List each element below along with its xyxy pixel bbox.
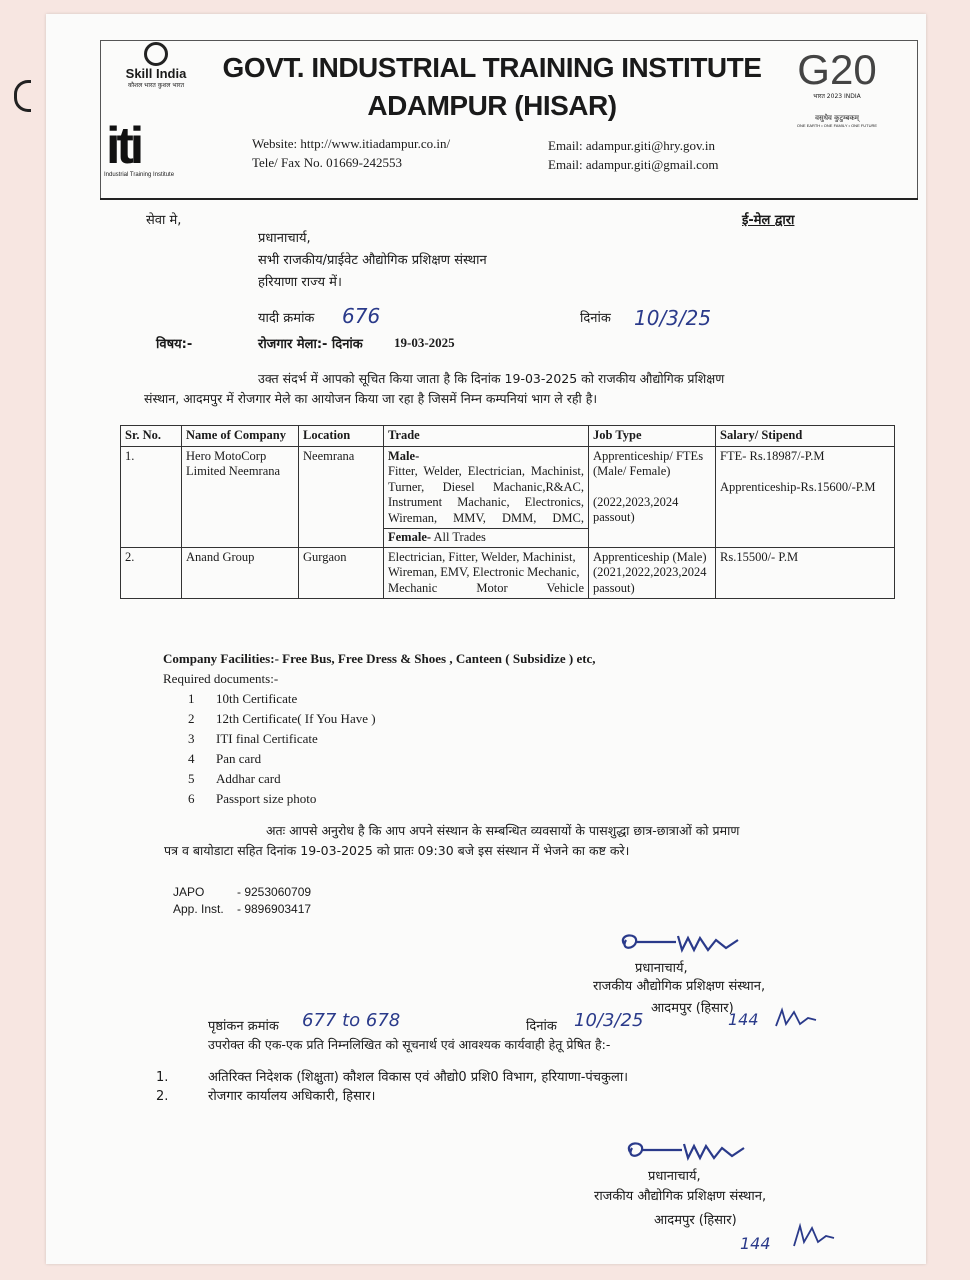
signature-1-line3: आदमपुर (हिसार) — [651, 1001, 734, 1016]
copy-text: अतिरिक्त निदेशक (शिक्षुता) कौशल विकास एवं औद्यो0 प्रशि0 विभाग, हरियाणा-पंचकुला। — [208, 1070, 629, 1085]
list-item — [156, 1068, 628, 1087]
signature-2-line2: राजकीय औद्योगिक प्रशिक्षण संस्थान, — [594, 1189, 767, 1204]
contact-label: App. Inst. — [173, 902, 224, 916]
row-trade: Electrician, Fitter, Welder, Machinist, Wireman, EMV, Electronic Mechanic, Mechanic Motor Vehicle — [384, 547, 589, 599]
companies-table — [120, 425, 895, 599]
doc-text: Pan card — [216, 751, 262, 766]
addressee-line2: सभी राजकीय/प्राईवेट औद्योगिक प्रशिक्षण संस्थान — [258, 253, 487, 268]
g20-motto-hindi: वसुधैव कुटुम्बकम् — [815, 114, 859, 122]
subject-date: 19-03-2025 — [394, 335, 455, 350]
subject-text: रोजगार मेला:- दिनांक — [258, 337, 363, 352]
job-type-years: (2022,2023,2024 passout) — [593, 494, 679, 524]
contact-app-inst — [173, 901, 311, 918]
intro-line1: उक्त संदर्भ में आपको सूचित किया जाता है कि दिनांक 19-03-2025 को राजकीय औद्योगिक प्रशिक्षण — [258, 371, 725, 386]
list-item — [188, 691, 376, 711]
copy-list — [156, 1068, 628, 1106]
skill-india-text: Skill India — [125, 66, 187, 81]
website-text: Website: http://www.itiadampur.co.in/ — [252, 136, 451, 151]
doc-number: 5 — [188, 771, 195, 786]
signature-1-initials: 144 — [728, 1010, 759, 1029]
list-item — [156, 1087, 628, 1106]
addressee-line1: प्रधानाचार्य, — [258, 231, 311, 246]
table-row — [121, 547, 895, 599]
subject-label: विषय:- — [156, 337, 193, 352]
contacts — [173, 884, 311, 918]
signature-1-line1: प्रधानाचार्य, — [635, 961, 688, 976]
signature-2-line3: आदमपुर (हिसार) — [654, 1213, 737, 1228]
g20-motto: ONE EARTH • ONE FAMILY • ONE FUTURE — [796, 123, 878, 128]
header-company: Name of Company — [182, 426, 299, 447]
row-salary — [716, 446, 895, 547]
row-job-type — [589, 446, 716, 547]
table-header-row — [121, 426, 895, 447]
salary-apprentice: Apprenticeship-Rs.15600/-P.M — [720, 480, 876, 494]
header-divider — [100, 198, 918, 200]
seva-me: सेवा मे, — [146, 213, 182, 228]
copy-number: 1. — [156, 1070, 169, 1085]
list-item — [188, 771, 376, 791]
ref-label: यादी क्रमांक — [258, 311, 315, 326]
salary-fte: FTE- Rs.18987/-P.M — [720, 448, 825, 463]
job-type-text: Apprenticeship/ FTEs (Male/ Female) — [593, 448, 704, 478]
request-line1: अतः आपसे अनुरोध है कि आप अपने संस्थान के सम्बन्धित व्यवसायों के पासशुद्धा छात्र-छात्राओं को प्रमाण — [266, 823, 740, 838]
signature-1 — [616, 928, 746, 956]
doc-text: 10th Certificate — [216, 691, 298, 706]
doc-number: 4 — [188, 751, 195, 766]
copy-number: 2. — [156, 1089, 169, 1104]
header-sr-no: Sr. No. — [121, 426, 182, 447]
contact-value: - 9253060709 — [237, 885, 312, 899]
doc-text: ITI final Certificate — [216, 731, 318, 746]
institute-location: ADAMPUR (HISAR) — [367, 90, 617, 121]
header-job-type: Job Type — [589, 426, 716, 447]
required-documents-label: Required documents:- — [163, 671, 279, 686]
doc-text: 12th Certificate( If You Have ) — [216, 711, 376, 726]
contact-japo — [173, 884, 311, 901]
copy-text: रोजगार कार्यालय अधिकारी, हिसार। — [208, 1089, 376, 1104]
signature-1-scribble — [616, 928, 746, 956]
company-facilities: Company Facilities:- Free Bus, Free Dress & Shoes , Canteen ( Subsidize ) etc, — [163, 651, 596, 666]
doc-number: 3 — [188, 731, 195, 746]
header-trade: Trade — [384, 426, 589, 447]
email-secondary: Email: adampur.giti@gmail.com — [548, 157, 719, 172]
doc-text: Addhar card — [216, 771, 281, 786]
trade-female-label: Female- — [388, 530, 432, 544]
signature-2-flourish — [790, 1222, 840, 1255]
doc-number: 6 — [188, 791, 195, 806]
row-salary: Rs.15500/- P.M — [716, 547, 895, 599]
trade-male-list: Fitter, Welder, Electrician, Machinist, Turner, Diesel Machanic,R&AC, Instrument Machanic, Electronics, Wireman, MMV, DMM, DMC, — [388, 464, 584, 525]
signature-2-line1: प्रधानाचार्य, — [648, 1169, 701, 1184]
scan-edge-mark — [14, 80, 31, 112]
list-item — [188, 791, 376, 811]
signature-2-initials: 144 — [740, 1234, 771, 1253]
g20-india-text: भारत 2023 INDIA — [813, 93, 861, 100]
table-row — [121, 446, 895, 547]
telefax-text: Tele/ Fax No. 01669-242553 — [252, 155, 403, 170]
institute-title: GOVT. INDUSTRIAL TRAINING INSTITUTE — [222, 52, 762, 83]
list-item — [188, 711, 376, 731]
row-location: Gurgaon — [299, 547, 384, 599]
doc-text: Passport size photo — [216, 791, 317, 806]
header-frame — [100, 40, 918, 199]
list-item — [188, 751, 376, 771]
list-item — [188, 731, 376, 751]
row-company: Hero MotoCorp Limited Neemrana — [182, 446, 299, 547]
skill-india-tagline: कौशल भारत कुशल भारत — [127, 82, 185, 89]
by-email-label: ई-मेल द्वारा — [742, 213, 795, 228]
endorsement-number: 677 to 678 — [302, 1010, 401, 1031]
endorsement-label: पृष्ठांकन क्रमांक — [208, 1019, 279, 1034]
row-sr: 1. — [121, 446, 182, 547]
header-location: Location — [299, 426, 384, 447]
row-location: Neemrana — [299, 446, 384, 547]
g20-text: G20 — [797, 46, 877, 93]
date-value: 10/3/25 — [634, 306, 712, 330]
iti-caption: Industrial Training Institute — [104, 172, 175, 178]
row-job-type: Apprenticeship (Male) (2021,2022,2023,2024 passout) — [589, 547, 716, 599]
trade-female-list: All Trades — [433, 530, 486, 544]
row-sr: 2. — [121, 547, 182, 599]
signature-2 — [622, 1136, 752, 1166]
signature-1-line2: राजकीय औद्योगिक प्रशिक्षण संस्थान, — [593, 979, 766, 994]
addressee-line3: हरियाणा राज्य में। — [258, 275, 342, 290]
header-salary: Salary/ Stipend — [716, 426, 895, 447]
trade-male-label: Male- — [388, 448, 420, 463]
date-label: दिनांक — [580, 311, 611, 326]
contact-value: - 9896903417 — [237, 902, 312, 916]
signature-1-flourish — [772, 1006, 822, 1035]
endorsement-date-label: दिनांक — [526, 1019, 557, 1034]
request-line2: पत्र व बायोडाटा सहित दिनांक 19-03-2025 को प्रातः 09:30 बजे इस संस्थान में भेजने का कष्ट करे। — [164, 843, 630, 858]
doc-number: 1 — [188, 691, 195, 706]
intro-line2: संस्थान, आदमपुर में रोजगार मेले का आयोजन किया जा रहा है जिसमें निम्न कम्पनियां भाग ले रही है। — [144, 391, 598, 406]
endorsement-text: उपरोक्त की एक-एक प्रति निम्नलिखित को सूचनार्थ एवं आवश्यक कार्यवाही हेतू प्रेषित है:- — [208, 1037, 611, 1052]
ref-number: 676 — [342, 304, 381, 328]
row-company: Anand Group — [182, 547, 299, 599]
iti-logo-mark: iti — [106, 117, 141, 175]
contact-label: JAPO — [173, 885, 205, 899]
documents-list — [188, 691, 376, 811]
signature-2-scribble — [622, 1136, 752, 1166]
endorsement-date: 10/3/25 — [574, 1010, 644, 1031]
row-trade — [384, 446, 589, 547]
email-primary: Email: adampur.giti@hry.gov.in — [548, 138, 715, 153]
doc-number: 2 — [188, 711, 195, 726]
